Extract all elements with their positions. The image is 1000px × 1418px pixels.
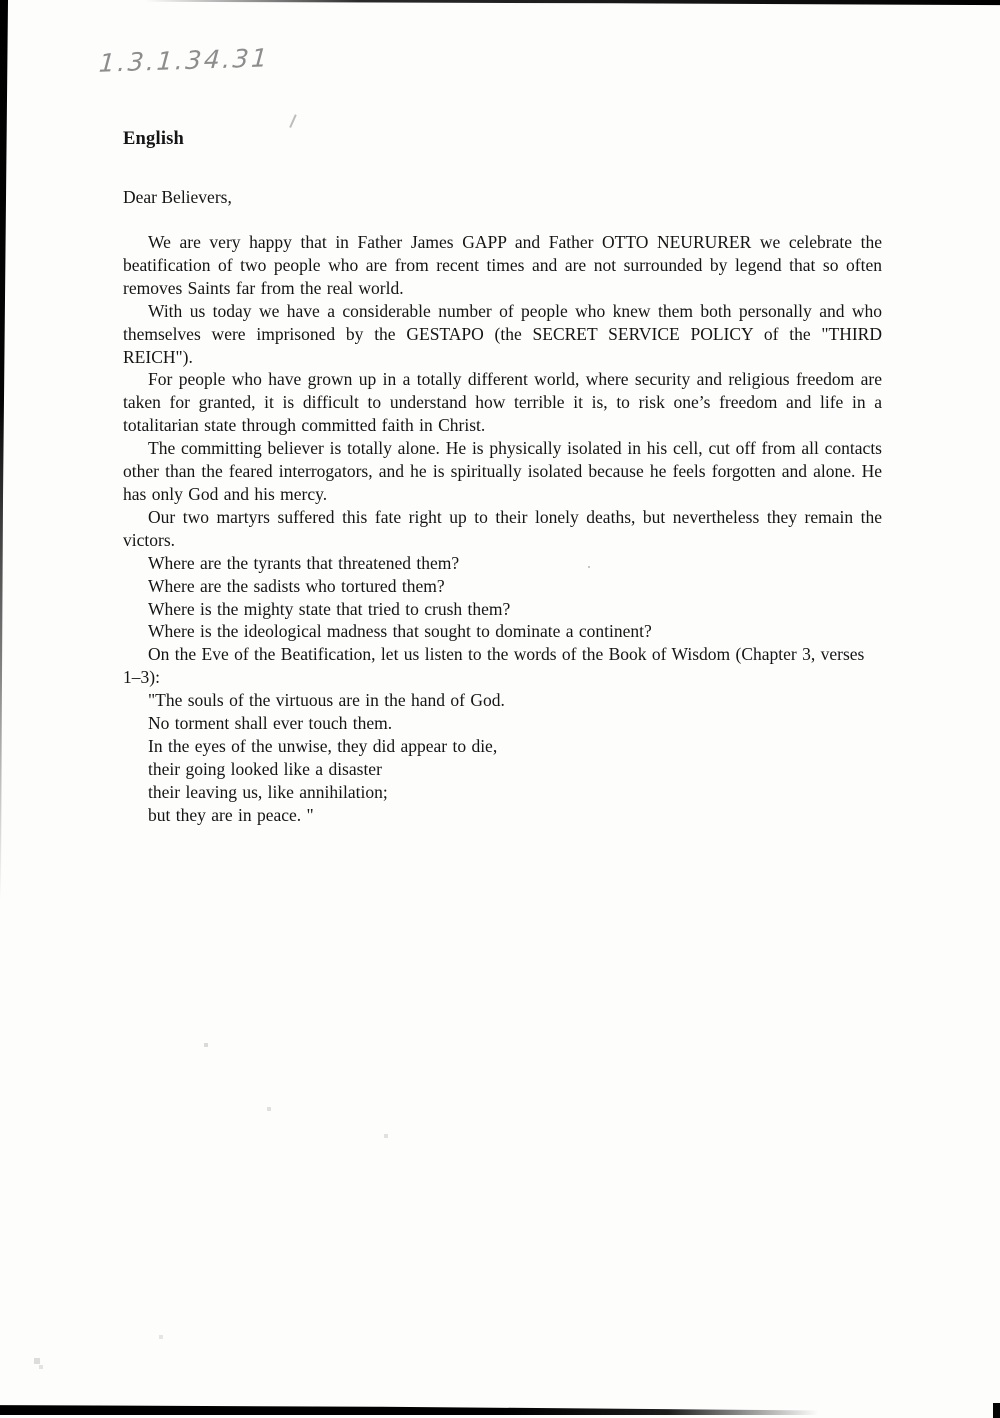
language-heading: English bbox=[123, 129, 185, 149]
quote-line: "The souls of the virtuous are in the hand of God. bbox=[148, 690, 505, 711]
quote-line: In the eyes of the unwise, they did appear to die, bbox=[148, 735, 498, 756]
question-line: Where are the sadists who tortured them? bbox=[148, 575, 445, 596]
question-line: Where are the tyrants that threatened them? bbox=[148, 552, 460, 573]
salutation: Dear Believers, bbox=[123, 187, 232, 207]
scan-edge-left-artifact bbox=[0, 0, 8, 900]
quote-line: No torment shall ever touch them. bbox=[148, 713, 393, 734]
paragraph: For people who have grown up in a totally different world, where security and religious freedom are taken for granted, it is difficult to understand how terrible it is, to risk one’s freedom and life in a totalitarian state through committed faith in Christ. bbox=[123, 369, 882, 436]
letter-content bbox=[123, 0, 882, 827]
paragraph: With us today we have a considerable number of people who knew them both personally and who themselves were imprisoned by the GESTAPO (the SECRET SERVICE POLICY of the "THIRD REICH"). bbox=[123, 300, 882, 367]
scan-edge-bottom-artifact bbox=[0, 1404, 835, 1415]
scan-specks bbox=[0, 0, 2, 2]
quote-line: but they are in peace. " bbox=[148, 804, 314, 825]
scan-mark-bottom-right bbox=[993, 1403, 1000, 1418]
wisdom-intro: On the Eve of the Beatification, let us listen to the words of the Book of Wisdom (Chapter 3, verses 1–3): bbox=[123, 644, 865, 688]
quote-line: their going looked like a disaster bbox=[148, 758, 382, 779]
paragraph: We are very happy that in Father James GAPP and Father OTTO NEURURER we celebrate the beatification of two people who are from recent times and are not surrounded by legend that so often removes Saints far from the real world. bbox=[123, 232, 882, 298]
paragraph: The committing believer is totally alone. He is physically isolated in his cell, cut off from all contacts other than the feared interrogators, and he is spiritually isolated because he feels forgotten and alone. He has only God and his mercy. bbox=[123, 438, 882, 504]
question-line: Where is the ideological madness that sought to dominate a continent? bbox=[148, 621, 652, 642]
paragraph: Our two martyrs suffered this fate right up to their lonely deaths, but nevertheless they remain the victors. bbox=[123, 506, 882, 550]
handwritten-archival-number: 1.3.1.34.31 bbox=[97, 43, 271, 78]
quote-line: their leaving us, like annihilation; bbox=[148, 781, 388, 802]
question-line: Where is the mighty state that tried to crush them? bbox=[148, 598, 511, 619]
letter-body bbox=[123, 231, 882, 827]
